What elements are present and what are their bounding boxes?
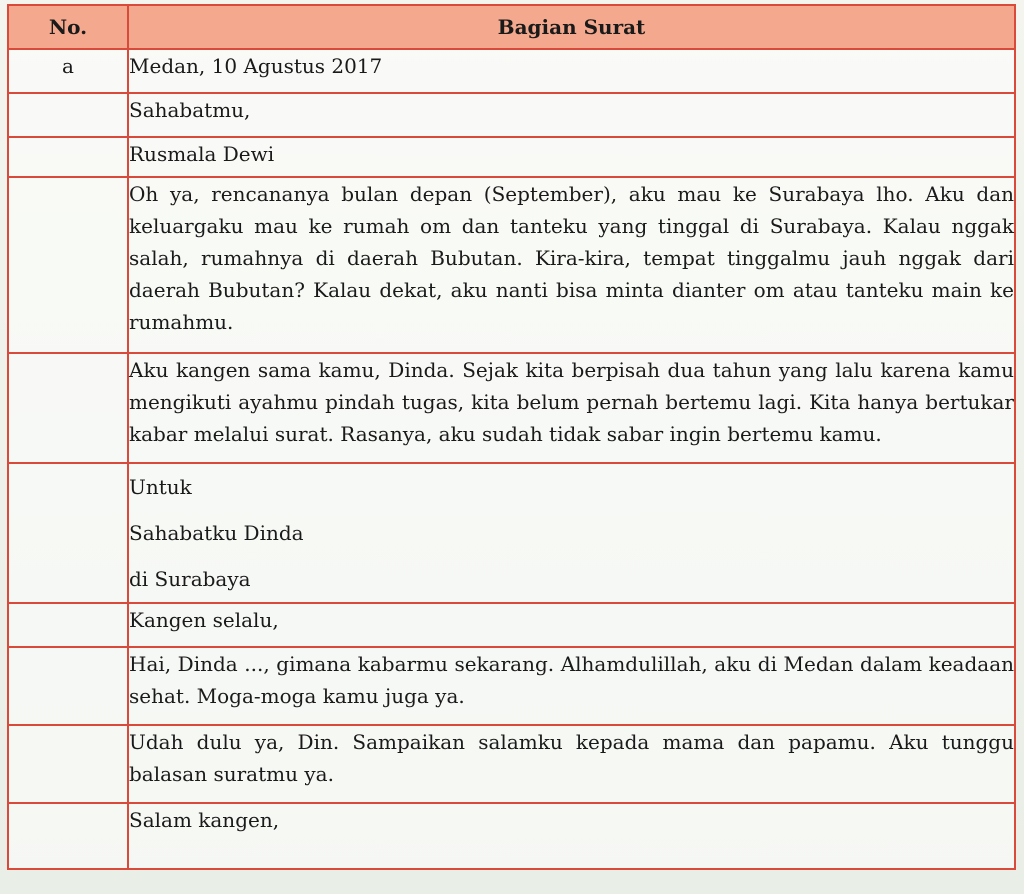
table-row bbox=[8, 177, 1015, 353]
row-number bbox=[8, 463, 128, 603]
row-text: Medan, 10 Agustus 2017 bbox=[128, 49, 1015, 93]
header-letter-part: Bagian Surat bbox=[128, 5, 1015, 49]
table-row bbox=[8, 603, 1015, 647]
table-row bbox=[8, 353, 1015, 463]
row-number: a bbox=[8, 49, 128, 93]
table-row bbox=[8, 93, 1015, 137]
table-row bbox=[8, 137, 1015, 177]
row-text: Salam kangen, bbox=[128, 803, 1015, 869]
row-number bbox=[8, 93, 128, 137]
row-text: Rusmala Dewi bbox=[128, 137, 1015, 177]
recipient-line: Untuk bbox=[129, 475, 192, 499]
row-text: Sahabatmu, bbox=[128, 93, 1015, 137]
table-row bbox=[8, 49, 1015, 93]
row-text: Hai, Dinda ..., gimana kabarmu sekarang. Alhamdulillah, aku di Medan dalam keadaan sehat. Moga-moga kamu juga ya. bbox=[128, 647, 1015, 725]
row-number bbox=[8, 725, 128, 803]
row-number bbox=[8, 177, 128, 353]
row-text: Aku kangen sama kamu, Dinda. Sejak kita berpisah dua tahun yang lalu karena kamu mengikuti ayahmu pindah tugas, kita belum pernah bertemu lagi. Kita hanya bertukar kabar melalui surat. Rasanya, aku sudah tidak sabar ingin bertemu kamu. bbox=[128, 353, 1015, 463]
row-number bbox=[8, 803, 128, 869]
table-row bbox=[8, 647, 1015, 725]
row-text: Udah dulu ya, Din. Sampaikan salamku kepada mama dan papamu. Aku tunggu balasan suratmu ya. bbox=[128, 725, 1015, 803]
header-no: No. bbox=[8, 5, 128, 49]
row-text: Kangen selalu, bbox=[128, 603, 1015, 647]
table-header-row bbox=[8, 5, 1015, 49]
row-text bbox=[128, 463, 1015, 603]
row-text: Oh ya, rencananya bulan depan (September), aku mau ke Surabaya lho. Aku dan keluargaku mau ke rumah om dan tanteku yang tinggal di Surabaya. Kalau nggak salah, rumahnya di daerah Bubutan. Kira-kira, tempat tinggalmu jauh nggak dari daerah Bubutan? Kalau dekat, aku nanti bisa minta dianter om atau tanteku main ke rumahmu. bbox=[128, 177, 1015, 353]
recipient-line: Sahabatku Dinda bbox=[129, 521, 304, 545]
row-number bbox=[8, 137, 128, 177]
table-row bbox=[8, 463, 1015, 603]
recipient-line: di Surabaya bbox=[129, 567, 251, 591]
row-number bbox=[8, 603, 128, 647]
row-number bbox=[8, 353, 128, 463]
letter-parts-table bbox=[7, 4, 1016, 870]
table-row bbox=[8, 725, 1015, 803]
table-row bbox=[8, 803, 1015, 869]
row-number bbox=[8, 647, 128, 725]
